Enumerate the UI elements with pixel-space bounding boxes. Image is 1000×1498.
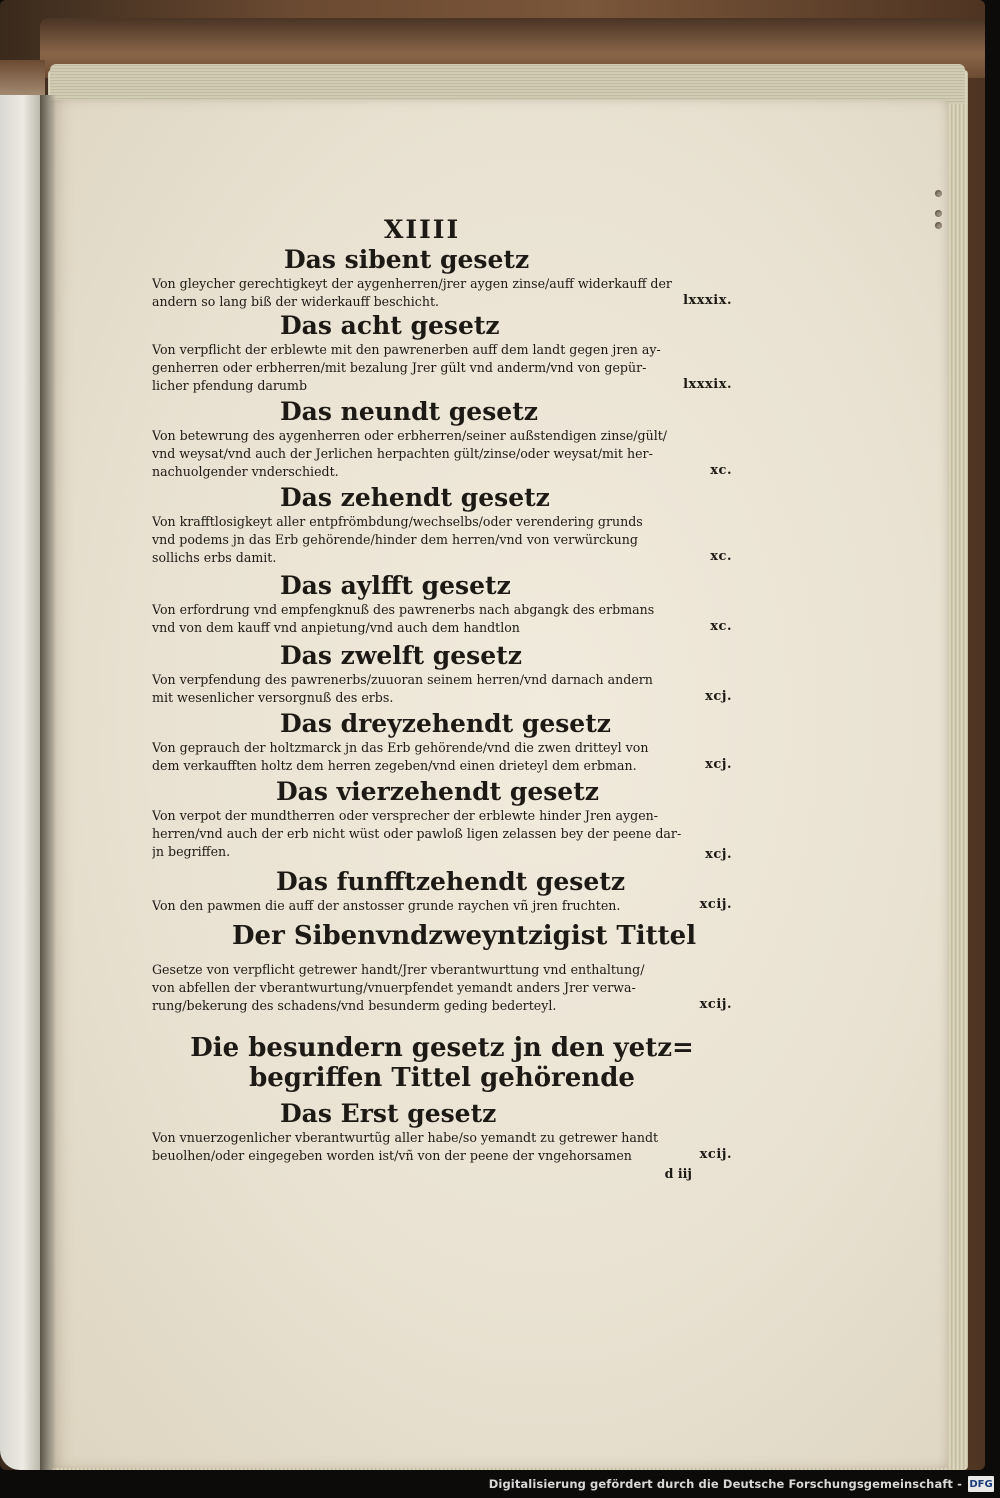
law-heading: Das neundt gesetz (280, 397, 538, 426)
law-text-line: Von verpfendung des pawrenerbs/zuuoran seinem herren/vnd darnach andern (152, 672, 653, 687)
folio-number: XIIII (384, 215, 461, 244)
law-heading: Das dreyzehendt gesetz (280, 709, 611, 738)
leaf-number: xcj. (705, 847, 732, 862)
law-text-line: Von gleycher gerechtigkeyt der aygenherren/jrer aygen zinse/auff widerkauff der (152, 276, 672, 291)
footer-credit: Digitalisierung gefördert durch die Deutsche Forschungsgemeinschaft - (488, 1477, 962, 1491)
law-heading: Das zehendt gesetz (280, 483, 550, 512)
law-text-line: mit wesenlicher versorgnuß des erbs. (152, 690, 394, 705)
law-entry (152, 1099, 732, 1183)
law-entry (152, 867, 732, 915)
law-text-line: sollichs erbs damit. (152, 550, 277, 565)
law-text-line: vnd weysat/vnd auch der Jerlichen herpachten gült/zinse/oder weysat/mit her- (152, 446, 653, 461)
leaf-number: xcij. (699, 997, 732, 1012)
law-text-line: dem verkaufften holtz dem herren zegeben/vnd einen drieteyl dem erbman. (152, 758, 637, 773)
page-edges-top (50, 64, 965, 104)
law-text-line: licher pfendung darumb (152, 378, 308, 393)
law-entry (152, 311, 732, 395)
binding-hole (935, 190, 942, 197)
law-entry (152, 483, 732, 567)
subsection-block (152, 1033, 732, 1093)
leaf-number: lxxxix. (683, 377, 732, 392)
law-heading: Das zwelft gesetz (280, 641, 522, 670)
law-entry (152, 709, 732, 775)
law-text-line: Von vnuerzogenlicher vberantwurtũg aller habe/so yemandt zu getrewer handt (152, 1130, 659, 1145)
law-entry (152, 571, 732, 637)
law-text-line: beuolhen/oder eingegeben worden ist/vñ von der peene der vngehorsamen (152, 1148, 632, 1163)
page-gutter (40, 95, 56, 1470)
law-text-line: Von verpflicht der erblewte mit den pawrenerben auff dem landt gegen jren ay- (152, 342, 661, 357)
signature-mark: d iij (664, 1166, 692, 1181)
section-text-line: von abfellen der vberantwurtung/vnuerpfendet yemandt anders Jrer verwa- (152, 980, 636, 995)
law-heading: Das sibent gesetz (284, 245, 530, 274)
law-text-line: herren/vnd auch der erb nicht wüst oder pawloß ligen zelassen bey der peene dar- (152, 826, 682, 841)
section-title: Der Sibenvndzweyntzigist Tittel (232, 921, 697, 951)
dfg-logo-icon: DFG (968, 1476, 994, 1492)
law-text-line: vnd von dem kauff vnd anpietung/vnd auch dem handtlon (152, 620, 520, 635)
leaf-number: xc. (710, 619, 732, 634)
section-text-line: rung/bekerung des schadens/vnd besunderm geding bederteyl. (152, 998, 557, 1013)
law-entry (152, 777, 732, 861)
subsection-title-line: Die besundern gesetz jn den yetz= (190, 1033, 694, 1063)
law-text-line: Von den pawmen die auff der anstosser grunde raychen vñ jren fruchten. (152, 898, 621, 913)
binding-hole (935, 210, 942, 217)
law-heading: Das aylfft gesetz (280, 571, 511, 600)
law-heading: Das acht gesetz (280, 311, 500, 340)
law-text-line: jn begriffen. (152, 844, 231, 859)
law-text-line: Von betewrung des aygenherren oder erbherren/seiner außstendigen zinse/gült/ (152, 428, 668, 443)
law-entry (152, 641, 732, 707)
law-text-line: nachuolgender vnderschiedt. (152, 464, 339, 479)
leaf-number: xc. (710, 549, 732, 564)
binding-hole (935, 222, 942, 229)
subsection-title-line: begriffen Tittel gehörende (249, 1063, 635, 1093)
law-heading: Das funfftzehendt gesetz (276, 867, 626, 896)
law-text-line: andern so lang biß der widerkauff beschicht. (152, 294, 440, 309)
law-text-line: Von verpot der mundtherren oder versprecher der erblewte hinder Jren aygen- (152, 808, 659, 823)
law-text-line: Von erfordrung vnd empfengknuß des pawrenerbs nach abgangk des erbmans (152, 602, 655, 617)
law-text-line: genherren oder erbherren/mit bezalung Jrer gült vnd anderm/vnd von gepür- (152, 360, 647, 375)
leaf-number: xcj. (705, 689, 732, 704)
law-text-line: vnd podems jn das Erb gehörende/hinder dem herren/vnd von verwürckung (152, 532, 638, 547)
leaf-number: xcij. (699, 1147, 732, 1162)
leaf-number: lxxxix. (683, 293, 732, 308)
section-text-line: Gesetze von verpflicht getrewer handt/Jrer vberantwurttung vnd enthaltung/ (152, 962, 645, 977)
law-entry (152, 245, 732, 311)
law-heading: Das Erst gesetz (280, 1099, 497, 1128)
section-block (152, 921, 732, 1015)
footer-credit-bar (489, 1474, 994, 1494)
law-entry (152, 397, 732, 481)
leaf-number: xcij. (699, 897, 732, 912)
law-text-line: Von krafftlosigkeyt aller entpfrömbdung/wechselbs/oder verendering grunds (152, 514, 643, 529)
leaf-number: xc. (710, 463, 732, 478)
leaf-number: xcj. (705, 757, 732, 772)
law-text-line: Von geprauch der holtzmarck jn das Erb gehörende/vnd die zwen dritteyl von (152, 740, 649, 755)
law-heading: Das vierzehendt gesetz (276, 777, 599, 806)
